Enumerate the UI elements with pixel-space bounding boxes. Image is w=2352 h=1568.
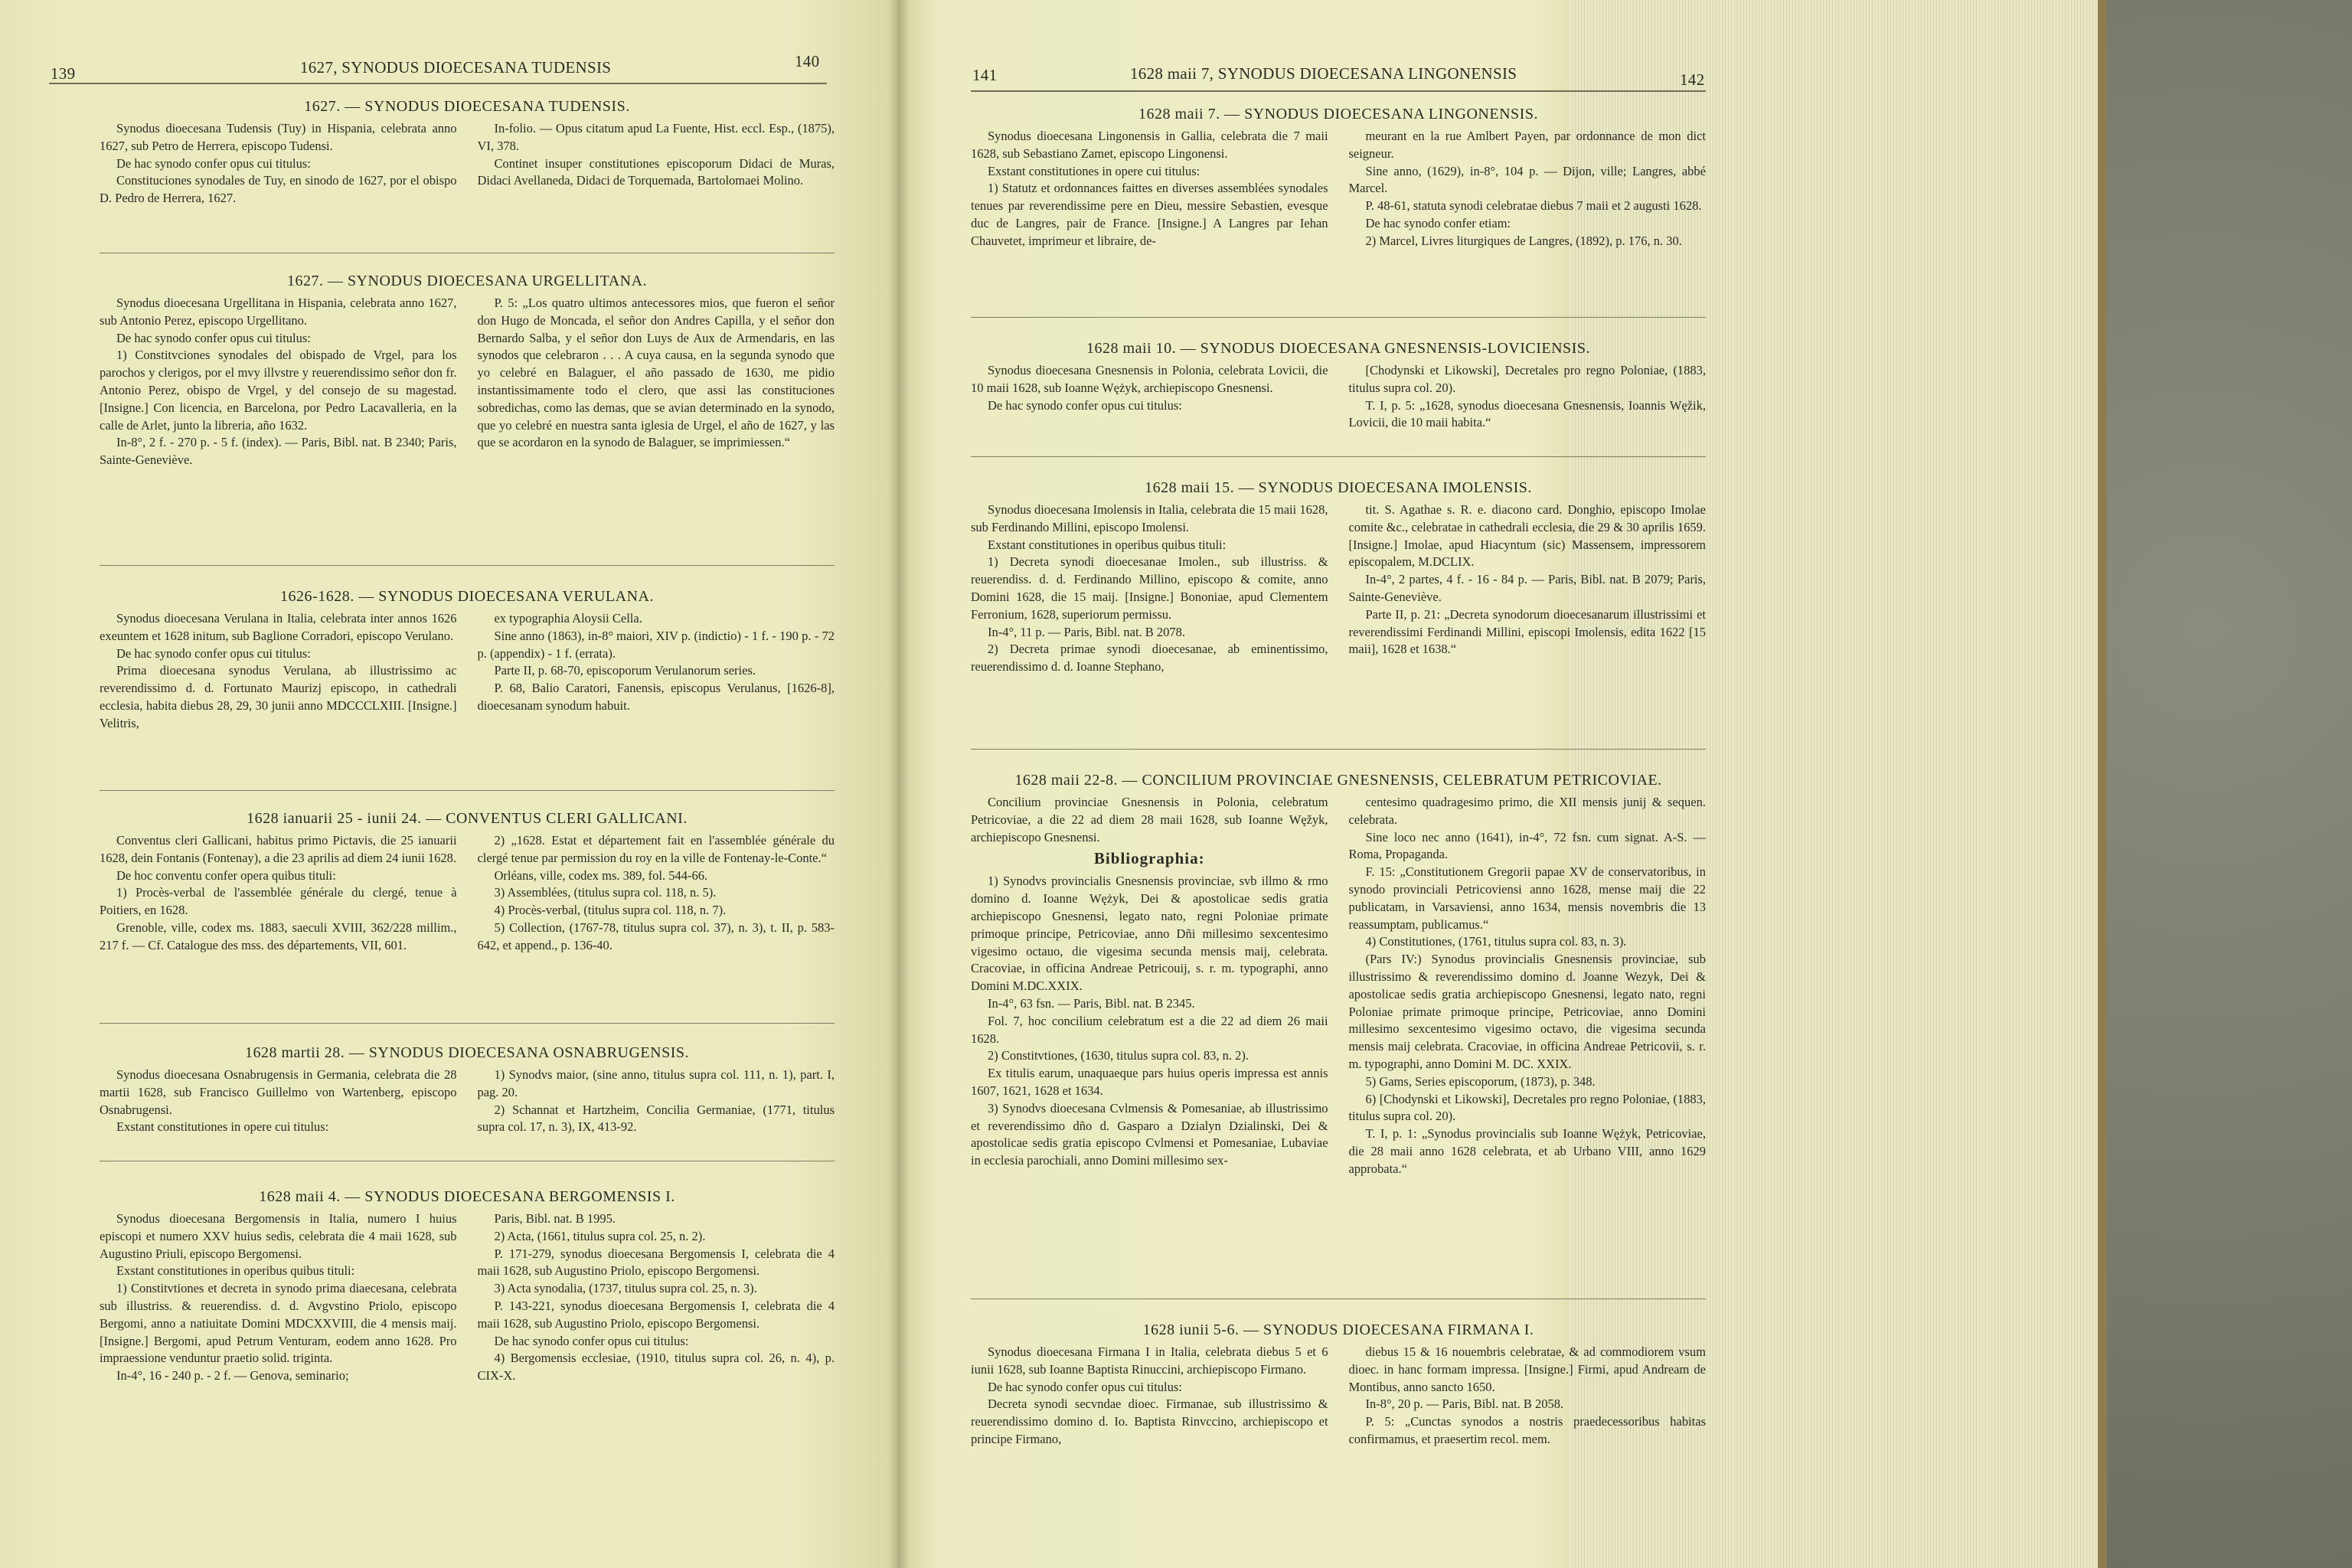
paragraph: Parte II, p. 68-70, episcoporum Verulanorum series. bbox=[494, 663, 756, 678]
entry-divider bbox=[971, 456, 1706, 457]
paragraph: P. 5: „Los quatro ultimos antecessores mios, que fueron el señor don Hugo de Moncada, el señor don Andres Capilla, y el señor don Bernardo Salba, y el señor don Luys de Aux de Armendaris, en las synodos que celebraron . . . A cuya causa, en la segunda synodo que yo celebré en Balaguer, el año passado de 1630, me pidio instantissimamente todo el clero, que assi las constituciones sobredichas, como las demas, que se avian determinado en la synodo, que yo celebré en nuestra santa iglesia de Urgel, el año de 1627, y las que se acordaron en la synodo de Balaguer, se imprimiessen.“ bbox=[477, 296, 835, 450]
paragraph: 4) Constitutiones, (1761, titulus supra col. 83, n. 3). bbox=[1365, 934, 1627, 949]
paragraph: 2) Constitvtiones, (1630, titulus supra col. 83, n. 2). bbox=[988, 1048, 1249, 1063]
paragraph: De hac synodo confer opus cui titulus: bbox=[116, 645, 311, 661]
entry-heading: 1628 ianuarii 25 - iunii 24. — CONVENTUS CLERI GALLICANI. bbox=[247, 810, 688, 827]
paragraph: P. 68, Balio Caratori, Fanensis, episcopus Verulanus, [1626-8], dioecesanam synodum habuit. bbox=[477, 681, 835, 713]
paragraph: De hoc conventu confer opera quibus tituli: bbox=[116, 867, 336, 883]
paragraph: Exstant constitutiones in opere cui titulus: bbox=[116, 1119, 329, 1135]
right-page bbox=[897, 0, 1706, 1568]
paragraph: De hac synodo confer opus cui titulus: bbox=[116, 330, 311, 345]
paragraph: 2) Marcel, Livres liturgiques de Langres, (1892), p. 176, n. 30. bbox=[1365, 233, 1682, 248]
paragraph: 5) Gams, Series episcoporum, (1873), p. 348. bbox=[1365, 1073, 1596, 1089]
paragraph: Fol. 7, hoc concilium celebratum est a die 22 ad diem 26 maii 1628. bbox=[971, 1013, 1328, 1046]
paragraph: Exstant constitutiones in opere cui titulus: bbox=[988, 163, 1200, 178]
paragraph: 3) Assemblées, (titulus supra col. 118, n. 5). bbox=[494, 885, 717, 900]
paragraph: [Chodynski et Likowski], Decretales pro regno Poloniae, (1883, titulus supra col. 20). bbox=[1348, 363, 1706, 395]
entry-divider bbox=[100, 565, 835, 566]
entry-divider bbox=[971, 1298, 1706, 1299]
paragraph: 1) Constitvciones synodales del obispado de Vrgel, para los parochos y clerigos, por el mvy illvstre y reuerendissimo señor don fr. Antonio Perez, obispo de Vrgel, y del consejo de su magestad. [Insigne.] Con licencia, en Barcelona, por Pedro Lacavalleria, en la calle de Arlet, junto la libreria, año 1632. bbox=[100, 348, 457, 433]
entry-firmana bbox=[971, 1321, 1706, 1449]
paragraph: Sine anno (1863), in-8° maiori, XIV p. (indictio) - 1 f. - 190 p. - 72 p. (appendix) - 1 f. (errata). bbox=[477, 628, 835, 661]
entry-column-left bbox=[100, 120, 457, 207]
paragraph: Exstant constitutiones in operibus quibus tituli: bbox=[116, 1263, 355, 1279]
paragraph: 1) Decreta synodi dioecesanae Imolen., sub illustriss. & reuerendiss. d. d. Ferdinando Millino, episcopo & comite, anno Domini 1628, die 15 maij. [Insigne.] Bononiae, apud Clementem Ferronium, 1628, superiorum permissu. bbox=[971, 554, 1328, 622]
paragraph: De hac synodo confer opus cui titulus: bbox=[988, 397, 1182, 413]
paragraph: Synodus dioecesana Lingonensis in Gallia, celebrata die 7 maii 1628, sub Sebastiano Zamet, episcopo Lingonensi. bbox=[971, 129, 1328, 161]
paragraph: 5) Collection, (1767-78, titulus supra col. 37), n. 3), t. II, p. 583-642, et append., p. 136-40. bbox=[477, 920, 835, 952]
book-gutter-shadow bbox=[888, 0, 910, 1568]
entry-conventus-cleri bbox=[100, 810, 835, 955]
paragraph: Exstant constitutiones in operibus quibus tituli: bbox=[988, 537, 1227, 552]
paragraph: 1) Procès-verbal de l'assemblée générale du clergé, tenue à Poitiers, en 1628. bbox=[100, 885, 457, 918]
paragraph: ex typographia Aloysii Cella. bbox=[494, 611, 642, 626]
header-rule bbox=[49, 83, 827, 84]
entry-column-left bbox=[100, 832, 457, 955]
entry-column-right bbox=[477, 1067, 835, 1136]
paragraph: Paris, Bibl. nat. B 1995. bbox=[494, 1211, 616, 1226]
entry-column-right bbox=[477, 832, 835, 955]
entry-column-left bbox=[971, 501, 1328, 676]
paragraph: Ex titulis earum, unaquaeque pars huius operis impressa est annis 1607, 1621, 1628 et 1634. bbox=[971, 1066, 1328, 1098]
entry-column-right bbox=[1348, 362, 1706, 432]
header-rule bbox=[971, 90, 1706, 92]
paragraph: In-folio. — Opus citatum apud La Fuente, Hist. eccl. Esp., (1875), VI, 378. bbox=[477, 121, 835, 153]
entry-column-left bbox=[971, 362, 1328, 432]
entry-heading: 1628 martii 28. — SYNODUS DIOECESANA OSNABRUGENSIS. bbox=[245, 1044, 689, 1061]
paragraph: De hac synodo confer opus cui titulus: bbox=[116, 155, 311, 171]
entry-column-right bbox=[1348, 794, 1706, 1178]
paragraph: Sine anno, (1629), in-8°, 104 p. — Dijon, ville; Langres, abbé Marcel. bbox=[1348, 163, 1706, 196]
paragraph: 1) Synodvs provincialis Gnesnensis provinciae, svb illmo & rmo domino d. Ioanne Wężyk, Dei & apostolicae sedis gratia archiepiscopo Gnesnensi, legato nato, regni Poloniae primate primoque principe, Petricoviae, anno Dñi millesimo sexcentesimo vigesimo octauo, die vigesima secunda mensis maij, celebrata. Cracoviae, in officina Andreae Petricouij, s. r. m. typographi, anno Domini M.DC.XXIX. bbox=[971, 874, 1328, 994]
paragraph: P. 171-279, synodus dioecesana Bergomensis I, celebrata die 4 maii 1628, sub Augustino Priolo, episcopo Bergomensi. bbox=[477, 1246, 835, 1279]
entry-heading: 1628 maii 22-8. — CONCILIUM PROVINCIAE GNESNENSIS, CELEBRATUM PETRICOVIAE. bbox=[1014, 772, 1662, 789]
entry-bergomensis bbox=[100, 1188, 835, 1385]
page-number-141: 141 bbox=[972, 66, 998, 84]
entry-column-left bbox=[100, 1067, 457, 1136]
paragraph: meurant en la rue Amlbert Payen, par ordonnance de mon dict seigneur. bbox=[1348, 129, 1706, 161]
entry-divider bbox=[100, 1023, 835, 1024]
running-head-right: 1628 maii 7, SYNODUS DIOECESANA LINGONENSIS bbox=[1130, 64, 1517, 83]
paragraph: Synodus dioecesana Bergomensis in Italia, numero I huius episcopi et numero XXV huius sedis, celebrata die 4 maii 1628, sub Augustino Priuli, episcopo Bergomensi. bbox=[100, 1211, 457, 1261]
paragraph: In-8°, 20 p. — Paris, Bibl. nat. B 2058. bbox=[1365, 1396, 1564, 1412]
entry-heading: 1628 maii 10. — SYNODUS DIOECESANA GNESNENSIS-LOVICIENSIS. bbox=[1086, 340, 1590, 357]
paragraph: Conventus cleri Gallicani, habitus primo Pictavis, die 25 ianuarii 1628, dein Fontanis (Fontenay), a die 23 aprilis ad diem 24 iunii 1628. bbox=[100, 833, 457, 865]
paragraph: centesimo quadragesimo primo, die XII mensis junij & sequen. celebrata. bbox=[1348, 795, 1706, 827]
paragraph: 4) Bergomensis ecclesiae, (1910, titulus supra col. 26, n. 4), p. CIX-X. bbox=[477, 1351, 835, 1383]
paragraph: tit. S. Agathae s. R. e. diacono card. Donghio, episcopo Imolae comite &c., celebratae in cathedrali ecclesia, die 29 & 30 aprilis 1659. [Insigne.] Imolae, apud Hiacyntum (sic) Massensem, impressorem episcopalem, M.DCLIX. bbox=[1348, 502, 1706, 570]
paragraph: In-4°, 11 p. — Paris, Bibl. nat. B 2078. bbox=[988, 624, 1186, 639]
paragraph: In-4°, 2 partes, 4 f. - 16 - 84 p. — Paris, Bibl. nat. B 2079; Paris, Sainte-Geneviève. bbox=[1348, 572, 1706, 604]
entry-column-right bbox=[1348, 128, 1706, 250]
paragraph: F. 15: „Constitutionem Gregorii papae XV de conservatoribus, in synodo provinciali Petricoviensi anno 1628, mense maij die 22 publicatam, in Varsaviensi, anno 1634, mensis novembris die 13 reassumptam, publicamus.“ bbox=[1348, 864, 1706, 932]
paragraph: Synodus dioecesana Osnabrugensis in Germania, celebrata die 28 martii 1628, sub Francisco Guillelmo von Wartenberg, episcopo Osnabrugensi. bbox=[100, 1067, 457, 1117]
paragraph: In-4°, 16 - 240 p. - 2 f. — Genova, seminario; bbox=[116, 1368, 349, 1383]
paragraph: 3) Acta synodalia, (1737, titulus supra col. 25, n. 3). bbox=[494, 1281, 757, 1296]
paragraph: Concilium provinciae Gnesnensis in Polonia, celebratum Petricoviae, a die 22 ad diem 28 maii 1628, sub Ioanne Węžyk, archiepiscopo Gnesnensi. bbox=[971, 795, 1328, 844]
paragraph: Decreta synodi secvndae dioec. Firmanae, sub illustrissimo & reuerendissimo domino d. Io. Baptista Rinvccino, archiepiscopo et principe Firmano, bbox=[971, 1396, 1328, 1446]
entry-divider bbox=[100, 790, 835, 791]
background-surface bbox=[2107, 0, 2352, 1568]
paragraph: 2) Schannat et Hartzheim, Concilia Germaniae, (1771, titulus supra col. 17, n. 3), IX, 413-92. bbox=[477, 1102, 835, 1135]
paragraph: P. 48-61, statuta synodi celebratae diebus 7 maii et 2 augusti 1628. bbox=[1365, 198, 1702, 214]
paragraph: T. I, p. 1: „Synodus provincialis sub Ioanne Wężyk, Petricoviae, die 28 maii anno 1628 celebrata, et ab Urbano VIII, anno 1629 approbata.“ bbox=[1348, 1126, 1706, 1176]
entry-divider bbox=[971, 749, 1706, 750]
paragraph: Synodus dioecesana Verulana in Italia, celebrata inter annos 1626 exeuntem et 1628 initum, sub Baglione Corradori, episcopo Verulano. bbox=[100, 611, 457, 643]
entry-verulana bbox=[100, 588, 835, 733]
paragraph: T. I, p. 5: „1628, synodus dioecesana Gnesnensis, Ioannis Węžik, Lovicii, die 10 maii habita.“ bbox=[1348, 397, 1706, 430]
paragraph: 2) Decreta primae synodi dioecesanae, ab eminentissimo, reuerendissimo d. d. Ioanne Stephano, bbox=[971, 642, 1328, 675]
entry-column-right bbox=[1348, 501, 1706, 676]
paragraph: (Pars IV:) Synodus provincialis Gnesnensis provinciae, sub illustrissimo & reverendissimo domino d. Joanne Wezyk, Dei & apostolicae sedis gratia archiepiscopo Gnesnensi, legato nato, regni Poloniae primate primoque principe, Petricoviae, anno Domini millesimo sexcentesimo vigesimo octavo, die vigesima secunda mensis maij celebrata. Cracoviae, in officina Andreae Petricovii, s. r. m. typographi, anno Domini M. DC. XXIX. bbox=[1348, 952, 1706, 1071]
running-head-left: 1627, SYNODUS DIOECESANA TUDENSIS bbox=[300, 58, 612, 77]
entry-column-right bbox=[477, 120, 835, 207]
paragraph: De hac synodo confer opus cui titulus: bbox=[494, 1333, 689, 1348]
paragraph: Synodus dioecesana Gnesnensis in Polonia, celebrata Lovicii, die 10 maii 1628, sub Ioanne Wężyk, archiepiscopo Gnesnensi. bbox=[971, 363, 1328, 395]
entry-tudensis bbox=[100, 98, 835, 207]
paragraph: 2) Acta, (1661, titulus supra col. 25, n. 2). bbox=[494, 1228, 706, 1243]
paragraph: 1) Constitvtiones et decreta in synodo prima diaecesana, celebrata sub illustriss. & reuerendiss. d. d. Avgvstino Priolo, episcopo Bergomi, anno a natiuitate Domini MDCXXVIII, die 4 mensis maij. [Insigne.] Bergomi, apud Petrum Venturam, eodem anno 1628. Pro impraessione venduntur praetio solid. triginta. bbox=[100, 1281, 457, 1366]
paragraph: Constituciones synodales de Tuy, en sinodo de 1627, por el obispo D. Pedro de Herrera, 1627. bbox=[100, 173, 457, 206]
entry-column-left bbox=[971, 794, 1328, 1178]
left-page bbox=[0, 0, 897, 1568]
entry-urgellitana bbox=[100, 273, 835, 469]
paragraph: diebus 15 & 16 nouembris celebratae, & ad commodiorem vsum dioec. in hanc formam impressa. [Insigne.] Firmi, apud Andream de Montibus, anno sancto 1650. bbox=[1348, 1344, 1706, 1394]
entry-column-right bbox=[477, 295, 835, 469]
entry-column-right bbox=[477, 610, 835, 733]
paragraph: P. 143-221, synodus dioecesana Bergomensis I, celebrata die 4 maii 1628, sub Augustino Priolo, episcopo Bergomensi. bbox=[477, 1298, 835, 1331]
paragraph: In-8°, 2 f. - 270 p. - 5 f. (index). — Paris, Bibl. nat. B 2340; Paris, Sainte-Geneviève. bbox=[100, 435, 457, 468]
paragraph: Synodus dioecesana Tudensis (Tuy) in Hispania, celebrata anno 1627, sub Petro de Herrera, episcopo Tudensi. bbox=[100, 121, 457, 153]
entry-heading: 1628 maii 15. — SYNODUS DIOECESANA IMOLENSIS. bbox=[1145, 479, 1532, 496]
paragraph: P. 5: „Cunctas synodos a nostris praedecessoribus habitas confirmamus, et praesertim recol. mem. bbox=[1348, 1414, 1706, 1446]
entry-column-right bbox=[1348, 1344, 1706, 1449]
paragraph: 4) Procès-verbal, (titulus supra col. 118, n. 7). bbox=[494, 903, 727, 918]
bibliographia-subheading: Bibliographia: bbox=[1093, 849, 1205, 868]
paragraph: 3) Synodvs dioecesana Cvlmensis & Pomesaniae, ab illustrissimo et reverendissimo dño d. Gasparo a Dzialyn Dzialinski, Dei & apostolicae sedis gratia episcopo Cvlmensi et Pomesaniae, Lubaviae in ecclesia parochiali, anno Domini millesimo sex- bbox=[971, 1100, 1328, 1168]
page-number-139: 139 bbox=[51, 64, 76, 83]
entry-heading: 1627. — SYNODUS DIOECESANA TUDENSIS. bbox=[304, 98, 630, 115]
entry-column-right bbox=[477, 1210, 835, 1385]
entry-imolensis bbox=[971, 479, 1706, 676]
page-number-140: 140 bbox=[795, 52, 820, 70]
paragraph: Synodus dioecesana Imolensis in Italia, celebrata die 15 maii 1628, sub Ferdinando Millini, episcopo Imolensi. bbox=[971, 502, 1328, 534]
entry-osnabrugensis bbox=[100, 1044, 835, 1136]
paragraph: Continet insuper constitutiones episcoporum Didaci de Muras, Didaci Avellaneda, Didaci de Torquemada, Bartolomaei Molino. bbox=[477, 155, 835, 188]
paragraph: Prima dioecesana synodus Verulana, ab illustrissimo ac reverendissimo d. d. Fortunato Maurizj episcopo, in cathedrali ecclesia, habita diebus 28, 29, 30 junii anno MDCCCLXIII. [Insigne.] Velitris, bbox=[100, 663, 457, 730]
paragraph: 6) [Chodynski et Likowski], Decretales pro regno Poloniae, (1883, titulus supra col. 20). bbox=[1348, 1091, 1706, 1124]
entry-column-left bbox=[100, 1210, 457, 1385]
entry-gnesnensis-loviciensis bbox=[971, 340, 1706, 432]
book-cover-edge bbox=[2098, 0, 2107, 1568]
entry-heading: 1628 maii 7. — SYNODUS DIOECESANA LINGONENSIS. bbox=[1138, 106, 1538, 122]
entry-heading: 1628 iunii 5-6. — SYNODUS DIOECESANA FIRMANA I. bbox=[1142, 1321, 1534, 1338]
paragraph: 1) Synodvs maior, (sine anno, titulus supra col. 111, n. 1), part. I, pag. 20. bbox=[477, 1067, 835, 1099]
paragraph: In-4°, 63 fsn. — Paris, Bibl. nat. B 2345. bbox=[988, 995, 1195, 1011]
paragraph: Parte II, p. 21: „Decreta synodorum dioecesanarum illustrissimi et reverendissimi Ferdinandi Millini, episcopi Imolensis, edita 1622 [15 maii], 1628 et 1638.“ bbox=[1348, 606, 1706, 657]
entry-column-left bbox=[100, 610, 457, 733]
entry-column-left bbox=[971, 1344, 1328, 1449]
entry-column-left bbox=[971, 128, 1328, 250]
paragraph: Sine loco nec anno (1641), in-4°, 72 fsn. cum signat. A-S. — Roma, Propaganda. bbox=[1348, 829, 1706, 862]
paragraph: Orléans, ville, codex ms. 389, fol. 544-66. bbox=[494, 867, 708, 883]
paragraph: De hac synodo confer opus cui titulus: bbox=[988, 1379, 1182, 1394]
paragraph: De hac synodo confer etiam: bbox=[1365, 215, 1511, 230]
entry-heading: 1626-1628. — SYNODUS DIOECESANA VERULANA. bbox=[280, 588, 654, 605]
entry-column-left bbox=[100, 295, 457, 469]
paragraph: Grenoble, ville, codex ms. 1883, saeculi XVIII, 362/228 millim., 217 f. — Cf. Catalogue des mss. des départements, VII, 601. bbox=[100, 920, 457, 952]
paragraph: Synodus dioecesana Urgellitana in Hispania, celebrata anno 1627, sub Antonio Perez, episcopo Urgellitano. bbox=[100, 296, 457, 328]
entry-heading: 1628 maii 4. — SYNODUS DIOECESANA BERGOMENSIS I. bbox=[259, 1188, 675, 1205]
page-number-142: 142 bbox=[1680, 70, 1705, 89]
paragraph: Synodus dioecesana Firmana I in Italia, celebrata diebus 5 et 6 iunii 1628, sub Ioanne Baptista Rinuccini, archiepiscopo Firmano. bbox=[971, 1344, 1328, 1377]
entry-heading: 1627. — SYNODUS DIOECESANA URGELLITANA. bbox=[286, 273, 648, 289]
entry-lingonensis bbox=[971, 106, 1706, 250]
paragraph: 2) „1628. Estat et département fait en l'assemblée générale du clergé tenue par permission du roy en la ville de Fontenay-le-Conte.“ bbox=[477, 833, 835, 865]
entry-divider bbox=[971, 317, 1706, 318]
paragraph: 1) Statutz et ordonnances faittes en diverses assemblées synodales tenues par reverendissime pere en Dieu, messire Sebastien, evesque duc de Langres, pair de France. [Insigne.] A Langres par Iehan Chauvetet, imprimeur et libraire, de- bbox=[971, 181, 1328, 248]
entry-concilium-gnesnensis bbox=[971, 772, 1706, 1178]
